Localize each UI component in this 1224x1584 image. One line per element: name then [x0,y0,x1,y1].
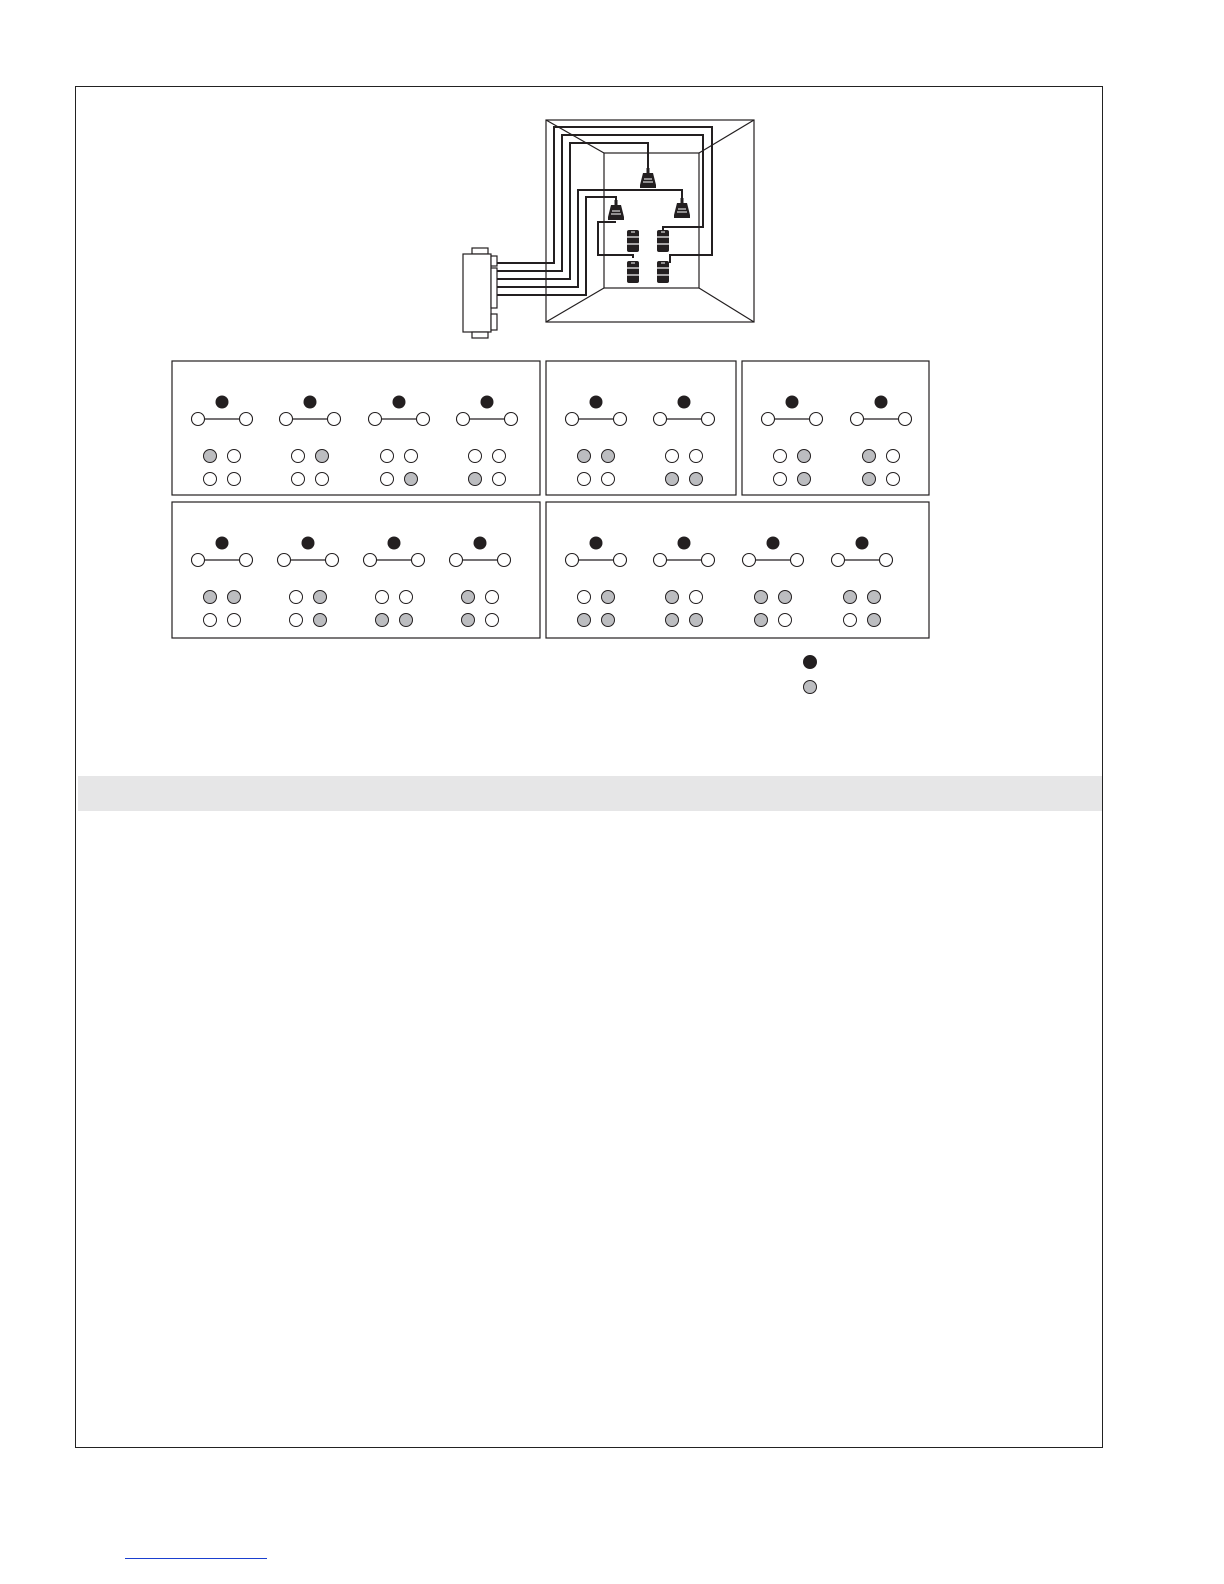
handle-end-dot [326,554,339,567]
outlet-off-dot [578,473,591,486]
outlet-off-dot [486,614,499,627]
handle-end-dot [369,413,382,426]
outlet-off-dot [774,450,787,463]
valve-panel [172,502,540,638]
panel-border [742,361,929,495]
valve-pointer-dot [590,396,603,409]
outlet-off-dot [228,450,241,463]
legend-gray-dot [804,681,817,694]
valve-pointer-dot [786,396,799,409]
outlet-on-dot [755,591,768,604]
outlet-off-dot [690,591,703,604]
valve-pointer-dot [481,396,494,409]
valve-pointer-dot [216,396,229,409]
handle-end-dot [417,413,430,426]
outlet-on-dot [578,450,591,463]
handle-end-dot [240,413,253,426]
outlet-on-dot [376,614,389,627]
panel-border [172,502,540,638]
outlet-on-dot [602,591,615,604]
outlet-off-dot [290,591,303,604]
handle-end-dot [505,413,518,426]
outlet-off-dot [774,473,787,486]
body-spray-icon [627,230,639,252]
handle-end-dot [364,554,377,567]
handle-end-dot [278,554,291,567]
diverter-valve-icon [463,248,503,338]
outlet-on-dot [469,473,482,486]
outlet-on-dot [314,614,327,627]
outlet-off-dot [405,450,418,463]
outlet-off-dot [290,614,303,627]
valve-pointer-dot [302,537,315,550]
outlet-off-dot [228,473,241,486]
handle-end-dot [702,413,715,426]
outlet-off-dot [381,473,394,486]
outlet-off-dot [292,473,305,486]
outlet-off-dot [204,473,217,486]
legend-black-dot [804,656,817,669]
outlet-off-dot [316,473,329,486]
handle-end-dot [192,413,205,426]
outlet-on-dot [228,591,241,604]
handle-end-dot [654,554,667,567]
outlet-off-dot [779,614,792,627]
outlet-off-dot [666,450,679,463]
body-spray-icon [657,230,669,252]
outlet-on-dot [798,450,811,463]
outlet-off-dot [690,450,703,463]
outlet-on-dot [755,614,768,627]
valve-pointer-dot [393,396,406,409]
outlet-on-dot [405,473,418,486]
outlet-off-dot [844,614,857,627]
outlet-off-dot [400,591,413,604]
outlet-off-dot [493,450,506,463]
outlet-on-dot [578,614,591,627]
outlet-on-dot [863,450,876,463]
handle-end-dot [614,554,627,567]
valve-panel [546,502,929,638]
outlet-on-dot [400,614,413,627]
handle-end-dot [566,413,579,426]
valve-pointer-dot [767,537,780,550]
outlet-off-dot [469,450,482,463]
outlet-off-dot [204,614,217,627]
handle-end-dot [654,413,667,426]
handle-end-dot [832,554,845,567]
handle-end-dot [328,413,341,426]
outlet-on-dot [204,450,217,463]
outlet-on-dot [844,591,857,604]
shower-head-icon [674,198,690,218]
outlet-off-dot [493,473,506,486]
valve-configuration-panels [172,361,929,638]
outlet-on-dot [462,614,475,627]
handle-end-dot [566,554,579,567]
outlet-off-dot [376,591,389,604]
outlet-on-dot [868,614,881,627]
handle-end-dot [880,554,893,567]
shower-head-icon [608,200,624,220]
handle-end-dot [280,413,293,426]
handle-end-dot [810,413,823,426]
outlet-on-dot [666,591,679,604]
valve-pointer-dot [216,537,229,550]
valve-panel [742,361,929,495]
outlet-off-dot [486,591,499,604]
outlet-off-dot [381,450,394,463]
valve-panel [172,361,540,495]
handle-end-dot [743,554,756,567]
valve-pointer-dot [678,396,691,409]
valve-pointer-dot [875,396,888,409]
handle-end-dot [702,554,715,567]
outlet-on-dot [798,473,811,486]
outlet-on-dot [863,473,876,486]
outlet-on-dot [316,450,329,463]
handle-end-dot [192,554,205,567]
outlet-on-dot [602,614,615,627]
outlet-on-dot [602,450,615,463]
valve-pointer-dot [590,537,603,550]
valve-panel [546,361,736,495]
valve-pointer-dot [474,537,487,550]
valve-pointer-dot [388,537,401,550]
handle-end-dot [412,554,425,567]
outlet-on-dot [690,473,703,486]
outlet-off-dot [887,450,900,463]
legend [804,656,817,694]
panel-border [546,361,736,495]
outlet-off-dot [292,450,305,463]
outlet-on-dot [779,591,792,604]
body-spray-icon [657,261,669,283]
outlet-on-dot [690,614,703,627]
outlet-off-dot [887,473,900,486]
valve-pointer-dot [678,537,691,550]
valve-pointer-dot [856,537,869,550]
outlet-on-dot [868,591,881,604]
outlet-on-dot [462,591,475,604]
handle-end-dot [450,554,463,567]
outlet-on-dot [666,614,679,627]
valve-pointer-dot [304,396,317,409]
handle-end-dot [762,413,775,426]
outlet-on-dot [314,591,327,604]
outlet-off-dot [578,591,591,604]
outlet-off-dot [228,614,241,627]
handle-end-dot [240,554,253,567]
panel-border [172,361,540,495]
handle-end-dot [457,413,470,426]
footer-link-underline[interactable] [125,1558,267,1559]
outlet-on-dot [204,591,217,604]
outlet-on-dot [666,473,679,486]
handle-end-dot [614,413,627,426]
handle-end-dot [899,413,912,426]
handle-end-dot [851,413,864,426]
shower-head-icon [640,168,656,188]
body-spray-icon [627,261,639,283]
handle-end-dot [498,554,511,567]
outlet-off-dot [602,473,615,486]
handle-end-dot [791,554,804,567]
